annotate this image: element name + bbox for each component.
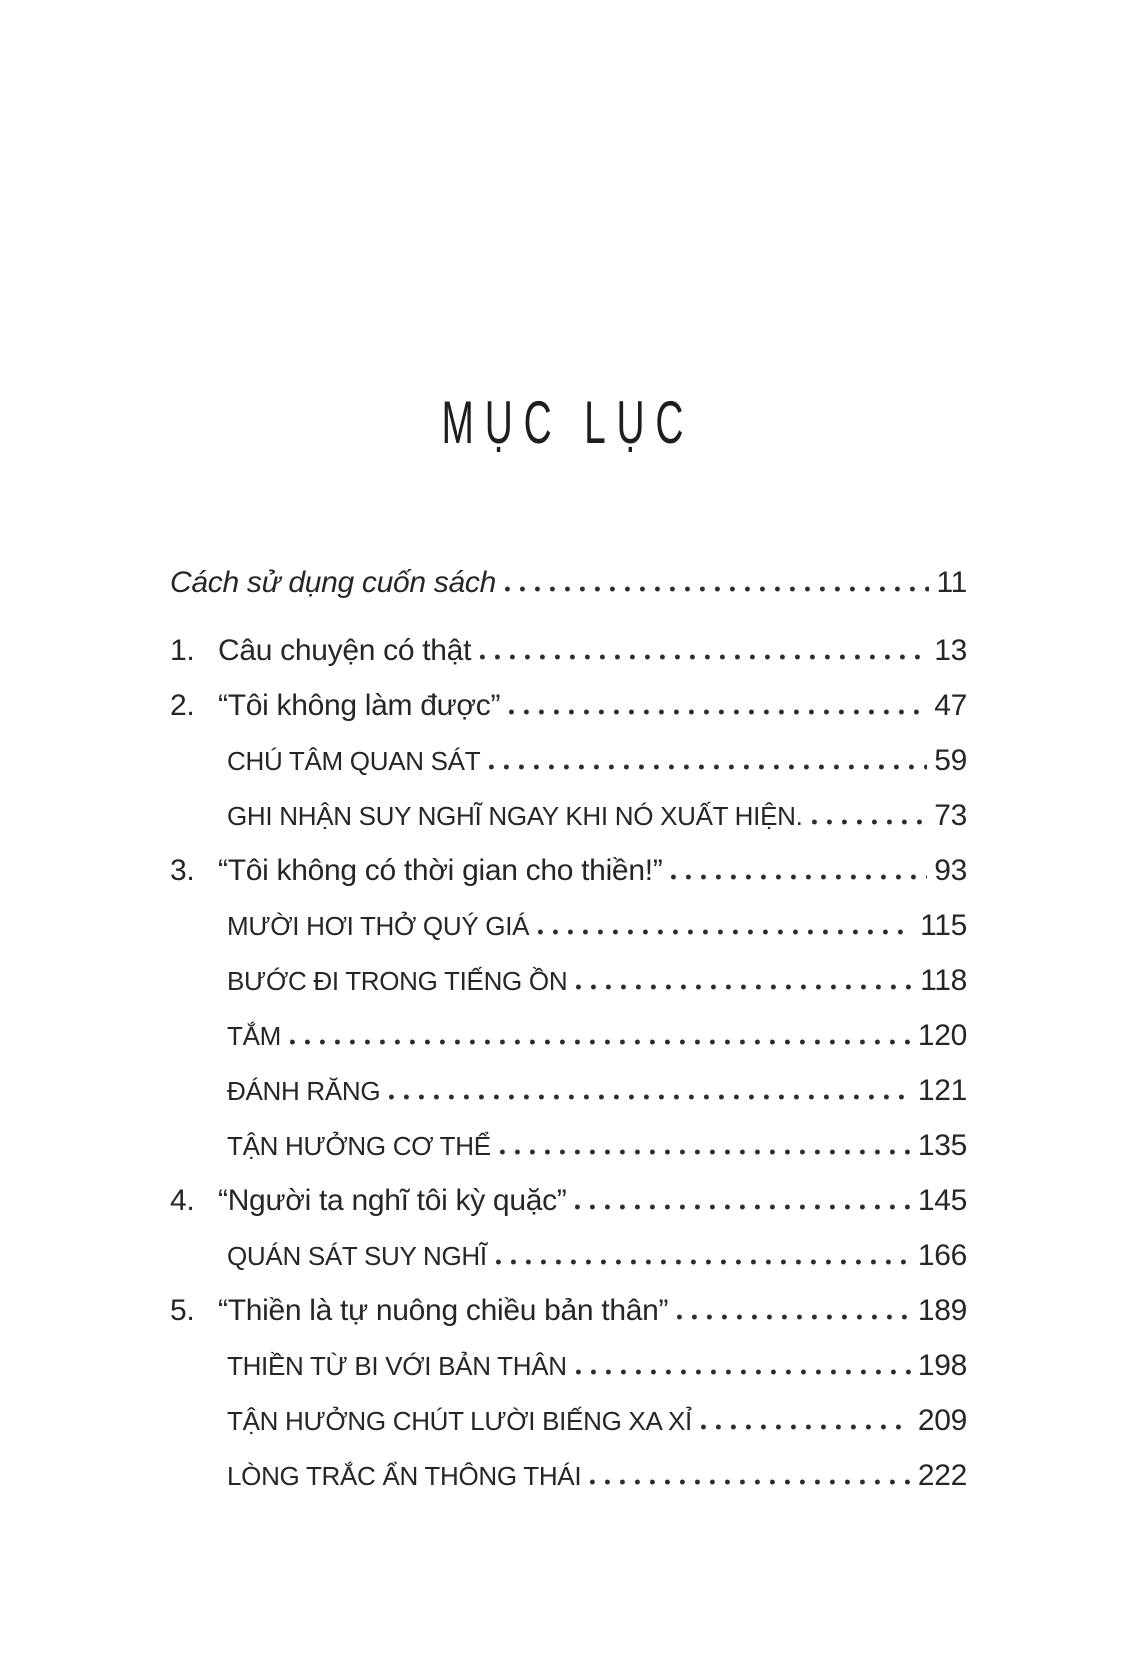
toc-entry: [170, 1404, 967, 1459]
toc-entry-page: 73: [934, 799, 967, 832]
toc-entry-page: 222: [917, 1459, 967, 1492]
page-title: MỤC LỤC: [441, 389, 695, 457]
toc-entry: [170, 634, 967, 689]
toc-entry: [170, 1129, 967, 1184]
toc-entry-label: Câu chuyện có thật: [218, 634, 472, 667]
toc-entry-label: CHÚ TÂM QUAN SÁT: [227, 746, 481, 776]
toc-entry-label: “Tôi không làm được”: [218, 689, 501, 722]
toc-entry-page: 59: [934, 744, 967, 777]
toc-entry: [170, 1294, 967, 1349]
toc-entry-label: ĐÁNH RĂNG: [227, 1076, 381, 1106]
toc-entry: [170, 909, 967, 964]
toc-entry-page: 93: [934, 854, 967, 887]
toc-entry: [170, 1349, 967, 1404]
toc-entry-page: 120: [917, 1019, 967, 1052]
toc-entry-page: 47: [934, 689, 967, 722]
toc-entry-page: 115: [920, 909, 967, 942]
toc-entry-number: 4.: [170, 1184, 195, 1217]
toc-entry-page: 145: [917, 1184, 967, 1217]
dot-leader: [500, 1149, 911, 1155]
toc-entry-label: LÒNG TRẮC ẨN THÔNG THÁI: [227, 1461, 582, 1491]
dot-leader: [701, 1424, 911, 1430]
toc-entry: [170, 744, 967, 799]
toc-list: [170, 566, 967, 1514]
toc-entry: [170, 689, 967, 744]
toc-entry-page: 13: [934, 634, 967, 667]
toc-entry-page: 198: [917, 1349, 967, 1382]
dot-leader: [812, 819, 928, 825]
toc-entry-label: BƯỚC ĐI TRONG TIẾNG ỒN: [227, 966, 568, 996]
toc-entry: [170, 1019, 967, 1074]
toc-entry-label: QUÁN SÁT SUY NGHĨ: [227, 1241, 487, 1271]
toc-entry-page: 166: [917, 1239, 967, 1272]
dot-leader: [538, 929, 913, 935]
dot-leader: [671, 874, 927, 880]
toc-entry: [170, 1184, 967, 1239]
toc-entry-label: GHI NHẬN SUY NGHĨ NGAY KHI NÓ XUẤT HIỆN.: [227, 801, 803, 831]
toc-entry: [170, 799, 967, 854]
dot-leader: [509, 709, 927, 715]
toc-entry-page: 121: [917, 1074, 967, 1107]
toc-entry-label: “Người ta nghĩ tôi kỳ quặc”: [218, 1184, 567, 1217]
toc-entry-label: MƯỜI HƠI THỞ QUÝ GIÁ: [227, 911, 530, 941]
toc-entry: [170, 566, 967, 621]
toc-entry-page: 11: [936, 566, 967, 599]
toc-entry-label: “Tôi không có thời gian cho thiền!”: [218, 854, 663, 887]
toc-entry-label: THIỀN TỪ BI VỚI BẢN THÂN: [227, 1351, 567, 1381]
toc-entry-label: TẮM: [227, 1021, 281, 1051]
toc-entry-label: Cách sử dụng cuốn sách: [170, 566, 496, 599]
dot-leader: [590, 1479, 911, 1485]
toc-entry-page: 189: [917, 1294, 967, 1327]
dot-leader: [496, 1259, 911, 1265]
dot-leader: [290, 1039, 911, 1045]
dot-leader: [677, 1314, 911, 1320]
dot-leader: [505, 586, 930, 592]
toc-entry-page: 135: [917, 1129, 967, 1162]
dot-leader: [480, 654, 927, 660]
toc-entry-label: TẬN HƯỞNG CHÚT LƯỜI BIẾNG XA XỈ: [227, 1406, 692, 1436]
toc-entry-label: TẬN HƯỞNG CƠ THỂ: [227, 1131, 491, 1161]
dot-leader: [489, 764, 927, 770]
toc-entry-number: 1.: [170, 634, 195, 667]
toc-entry-page: 118: [920, 964, 967, 997]
toc-entry: [170, 854, 967, 909]
toc-entry: [170, 1459, 967, 1514]
dot-leader: [576, 984, 913, 990]
dot-leader: [576, 1369, 911, 1375]
toc-entry-page: 209: [917, 1404, 967, 1437]
toc-entry: [170, 1239, 967, 1294]
toc-entry-number: 2.: [170, 689, 195, 722]
toc-entry: [170, 1074, 967, 1129]
dot-leader: [575, 1204, 910, 1210]
toc-entry-number: 5.: [170, 1294, 195, 1327]
toc-entry-label: “Thiền là tự nuông chiều bản thân”: [218, 1294, 669, 1327]
toc-entry-number: 3.: [170, 854, 195, 887]
dot-leader: [389, 1094, 911, 1100]
toc-entry: [170, 964, 967, 1019]
